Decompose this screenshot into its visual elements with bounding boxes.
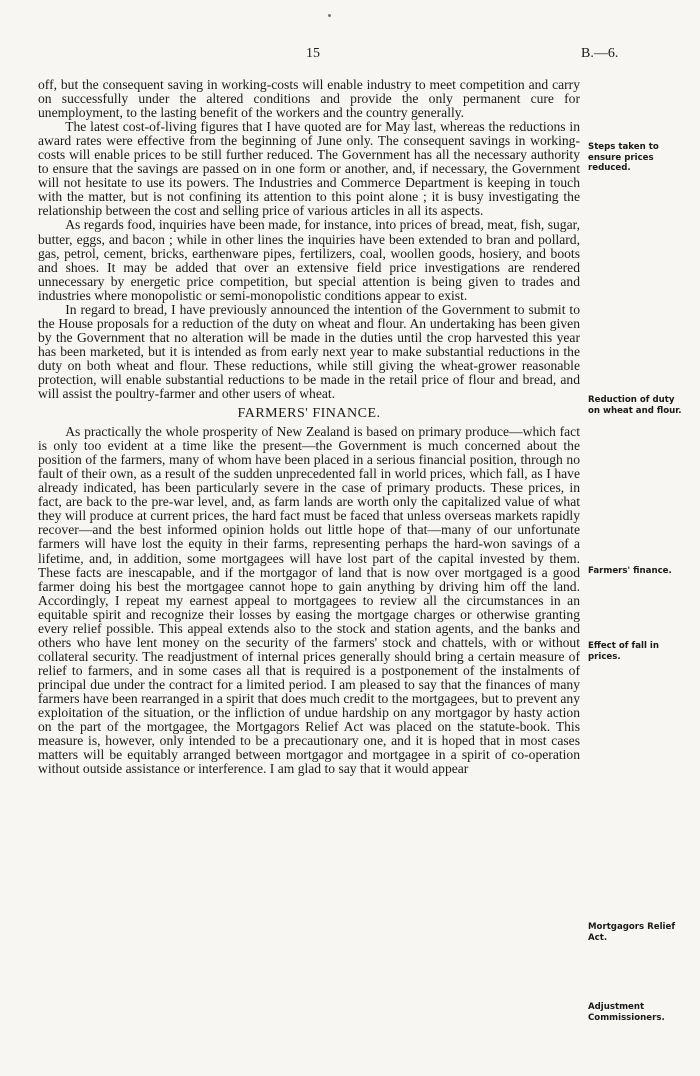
- paragraph-cost-of-living: The latest cost-of-living figures that I have quoted are for May last, whereas the reductions in award rates were effective from the beginning of June only. The consequent savings in working-costs will enable prices to be still further reduced. The Government has all the necessary authority to ensure that the savings are passed on in one form or another, and, if necessary, the Government will not hesitate to use its powers. The Industries and Commerce Department is keeping in touch with the matter, but is not confining its attention to this point alone ; it is busy investigating the relationship between the cost and selling price of various articles in all its aspects.: [38, 119, 580, 219]
- main-text: [38, 78, 580, 776]
- page-number: 15: [306, 46, 320, 61]
- paragraph-bread-duty: In regard to bread, I have previously announced the intention of the Government to submit to the House proposals for a reduction of the duty on wheat and flour. An undertaking has been given by the Government that no alteration will be made in the duties until the crop harvested this year has been marketed, but it is intended as from early next year to make substantial reductions in the duty on both wheat and flour. These reductions, while still giving the wheat-grower reasonable protection, will enable substantial reductions to be made in the retail price of flour and bread, and will assist the poultry-farmer and other users of wheat.: [38, 301, 580, 402]
- paragraph-continuation: off, but the consequent saving in working-costs will enable industry to meet competition and carry on successfully under the altered conditions and provide the only permanent cure for unemployment, to the lasting benefit of the workers and the country generally.: [38, 77, 580, 121]
- side-note-mortgagors-relief: Mortgagors Relief Act.: [588, 922, 676, 943]
- page-header: [0, 46, 700, 64]
- document-reference: B.—6.: [581, 46, 619, 61]
- side-note-adjustment-commissioners: Adjustment Commissioners.: [588, 1002, 665, 1023]
- side-note-steps-taken: Steps taken to ensure prices reduced.: [588, 142, 659, 173]
- paragraph-farmers-finance: As practically the whole prosperity of New Zealand is based on primary produce—which fact is only too evident at a time like the present—the Government is much concerned about the position of the farmers, many of whom have been placed in a serious financial position, through no fault of their own, as a result of the sudden unprecedented fall in world prices, which fall, as I have already indicated, has been particularly severe in the case of primary products. These prices, in fact, are back to the pre-war level, and, as farm lands are worth only the capitalized value of what they will produce at current prices, the hard fact must be faced that unless overseas markets rapidly recover—and the best informed opinion holds out little hope of that—many of our unfortunate farmers will have lost the equity in their farms, representing perhaps the hard-won savings of a lifetime, and, in addition, some mortgagees will have lost part of the capital invested by them. These facts are inescapable, and if the mortgagor of land that is now over mortgaged is a good farmer doing his best the mortgagee cannot hope to gain anything by driving him off the land. Accordingly, I repeat my earnest appeal to mortgagees to review all the circumstances in an equitable spirit and recognize their losses by easing the mortgage charges or otherwise granting every relief possible. This appeal extends also to the stock and station agents, and the banks and others who have lent money on the security of the farmers' stock and chattels, with or without collateral security. The readjustment of internal prices generally should bring a certain measure of relief to farmers, and in some cases all that is required is a postponement of the instalments of principal due under the contract for a limited period. I am pleased to say that the finances of many farmers have been rearranged in a spirit that does much credit to the mortgagees, but to prevent any exploitation of the situation, or the infliction of undue hardship on any mortgagor by hasty action on the part of the mortgagee, the Mortgagors Relief Act was placed on the statute-book. This measure is, however, only intended to be a precautionary one, and it is hoped that in most cases matters will be equitably arranged between mortgagor and mortgagee in a spirit of co-operation without outside assistance or interference. I am glad to say that it would appear: [38, 424, 580, 777]
- scan-speck: [328, 14, 331, 17]
- side-note-farmers-finance: Farmers' finance.: [588, 566, 672, 576]
- section-heading: FARMERS' FINANCE.: [237, 406, 381, 422]
- side-note-reduction-of-duty: Reduction of duty on wheat and flour.: [588, 395, 682, 416]
- paragraph-food-inquiries: As regards food, inquiries have been made, for instance, into prices of bread, meat, fish, sugar, butter, eggs, and bacon ; while in other lines the inquiries have been extended to bran and pollard, gas, petrol, cement, bricks, earthenware pipes, fertilizers, coal, woollen goods, hosiery, and boots and shoes. It may be added that over an extensive field price investigations are rendered unnecessary by energetic price competition, but special attention is being given to trades and industries where monopolistic or semi-monopolistic conditions appear to exist.: [38, 217, 580, 303]
- side-note-effect-of-fall: Effect of fall in prices.: [588, 641, 659, 662]
